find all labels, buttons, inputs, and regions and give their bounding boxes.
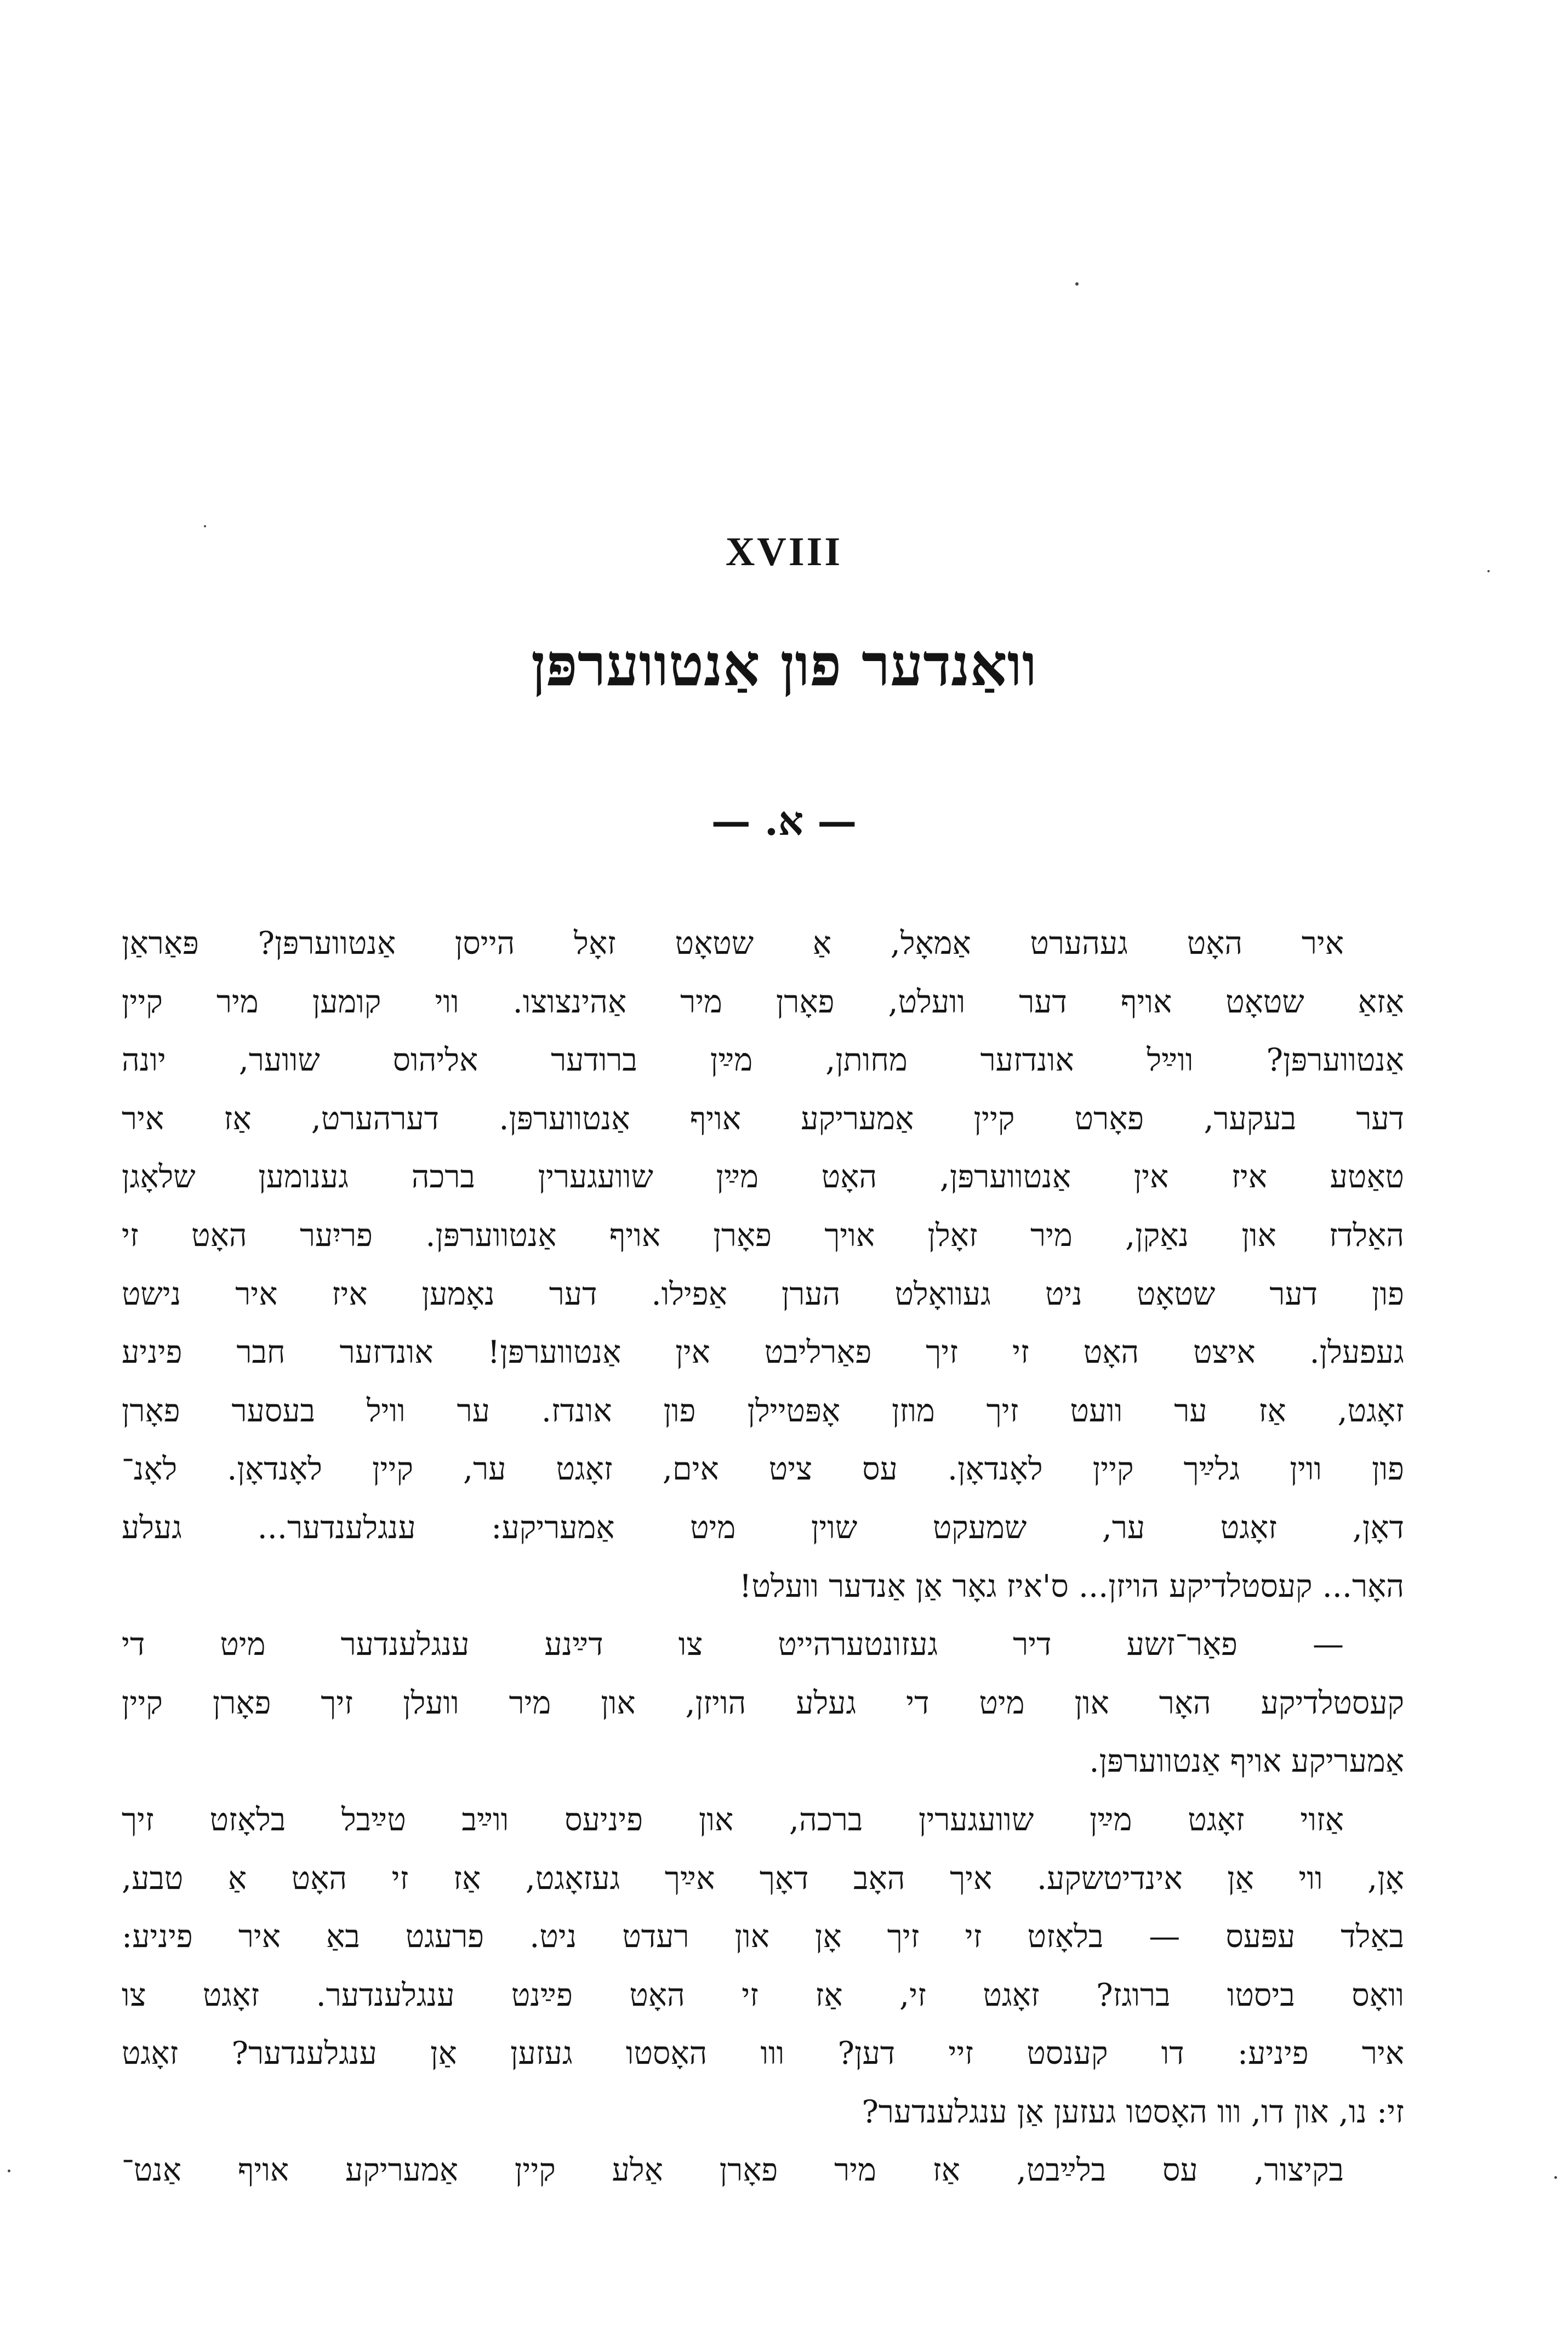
text-line: פון דער שטאָט ניט געוואָלט הערן אַפילו. דער נאָמען איז איר נישט — [122, 1276, 1404, 1312]
section-marker: — א. — — [711, 798, 857, 844]
text-line: אַמעריקע אויף אַנטווערפּן. — [1089, 1743, 1404, 1780]
chapter-number: XVIII — [725, 530, 843, 574]
text-line: געפעלן. איצט האָט זי זיך פאַרליבט אין אַנטווערפּן! אונדזער חבר פיניע — [122, 1334, 1404, 1371]
text-line: קעסטלדיקע האָר און מיט די געלע הויזן, און מיר וועלן זיך פאָרן קיין — [122, 1684, 1404, 1721]
text-line: איר פיניע: דו קענסט זיי דען? ווו האָסטו געזען אַן ענגלענדער? זאָגט — [122, 2035, 1404, 2072]
body-text — [122, 914, 1404, 2200]
text-line: וואָס ביסטו ברוגז? זאָגט זי, אַז זי האָט פײַנט ענגלענדער. זאָגט צו — [122, 1977, 1404, 2013]
text-line: באַלד עפּעס — בלאָזט זי זיך אָן און רעדט ניט. פרעגט באַ איר פיניע: — [122, 1919, 1404, 1955]
text-line: — פאַר־זשע דיר געזונטערהייט צו דײַנע ענגלענדער מיט די — [122, 1626, 1344, 1663]
text-line: האַלדז און נאַקן, מיר זאָלן אויך פאָרן אויף אַנטווערפּן. פריִער האָט זי — [122, 1217, 1404, 1254]
scan-speck — [1554, 2176, 1557, 2179]
scan-speck — [1487, 570, 1490, 572]
text-line: אַנטווערפּן? ווײַל אונדזער מחותן, מײַן ברודער אליהוס שווער, יונה — [122, 1042, 1404, 1079]
text-line: טאַטע איז אין אַנטווערפּן, האָט מײַן שוועגערין ברכה גענומען שלאָגן — [122, 1159, 1404, 1196]
scan-speck — [8, 2170, 10, 2172]
text-line: האָר... קעסטלדיקע הויזן... ס'איז גאָר אַן אַנדער וועלט! — [739, 1568, 1404, 1604]
scan-speck — [204, 525, 206, 527]
scan-speck — [1075, 282, 1079, 286]
text-line: זאָגט, אַז ער וועט זיך מוזן אָפּטיילן פון אונדז. ער וויל בעסער פאָרן — [122, 1392, 1404, 1429]
text-line: אַזוי זאָגט מײַן שוועגערין ברכה, און פיניעס ווײַב טײַבל בלאָזט זיך — [122, 1801, 1344, 1838]
text-line: אַזאַ שטאָט אויף דער וועלט, פאָרן מיר אַהינצוצו. ווי קומען מיר קיין — [122, 983, 1404, 1020]
text-line: דער בעקער, פאָרט קיין אַמעריקע אויף אַנטווערפּן. דערהערט, אַז איר — [122, 1100, 1404, 1137]
text-line: זי: נו, און דו, ווו האָסטו געזען אַן ענגלענדער? — [862, 2093, 1404, 2130]
text-line: דאָן, זאָגט ער, שמעקט שוין מיט אַמעריקע: ענגלענדער... געלע — [122, 1509, 1404, 1546]
text-line: פון ווין גלײַך קיין לאָנדאָן. עס ציט אים, זאָגט ער, קיין לאָנדאָן. לאָנ־ — [122, 1451, 1404, 1488]
text-line: איר האָט געהערט אַמאָל, אַ שטאָט זאָל הייסן אַנטווערפּן? פּאַראַן — [122, 925, 1344, 961]
text-line: אָן, ווי אַן אינדיטשקע. איך האָב דאָך אײַך געזאָגט, אַז זי האָט אַ טבע, — [122, 1860, 1404, 1897]
text-line: בקיצור, עס בלײַבט, אַז מיר פאָרן אַלע קיין אַמעריקע אויף אַנט־ — [122, 2152, 1344, 2189]
chapter-title: וואַנדער פון אַנטווערפּן — [531, 630, 1037, 699]
